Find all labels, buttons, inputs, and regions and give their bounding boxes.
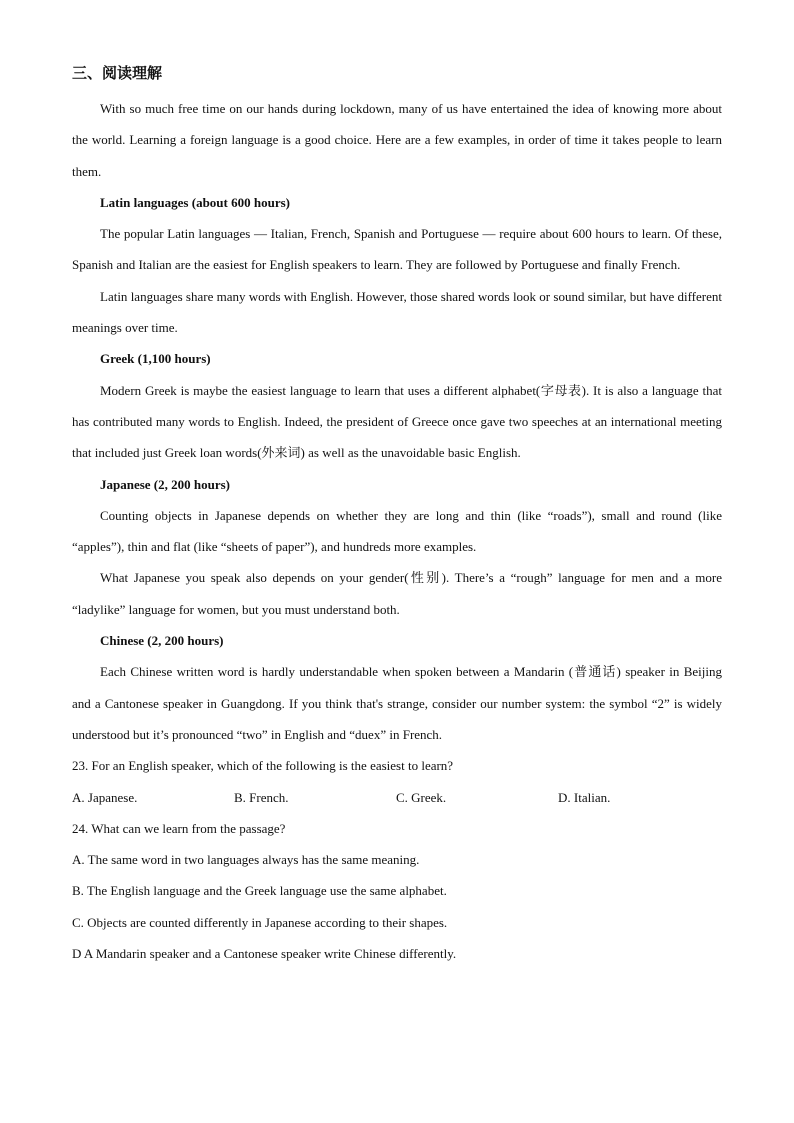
question-24-option-c[interactable]: C. Objects are counted differently in Japanese according to their shapes. (72, 914, 448, 930)
latin-paragraph-2: Latin languages share many words with English. However, those shared words look or sound similar, but have different meanings over time. (72, 288, 722, 336)
greek-heading: Greek (1,100 hours) (100, 351, 211, 367)
section-title: 三、阅读理解 (72, 64, 163, 82)
greek-paragraph-1: Modern Greek is maybe the easiest language to learn that uses a different alphabet(字母表). It is also a language that has contributed many words to English. Indeed, the president of Greece once gave two speeches at an international meeting that included just Greek loan words(外来词) as well as the unavoidable basic English. (72, 382, 722, 461)
latin-heading: Latin languages (about 600 hours) (100, 194, 290, 210)
question-24-option-b[interactable]: B. The English language and the Greek language use the same alphabet. (72, 883, 447, 899)
question-23-option-c[interactable]: C. Greek. (396, 789, 447, 805)
latin-paragraph-1: The popular Latin languages — Italian, French, Spanish and Portuguese — require about 600 hours to learn. Of these, Spanish and Italian are the easiest for English speakers to learn. They are followed by Portuguese and finally French. (72, 226, 722, 273)
question-23-stem: 23. For an English speaker, which of the following is the easiest to learn? (72, 758, 454, 774)
question-24-option-a[interactable]: A. The same word in two languages always has the same meaning. (72, 852, 420, 868)
chinese-paragraph-1: Each Chinese written word is hardly understandable when spoken between a Mandarin (普通话) speaker in Beijing and a Cantonese speaker in Guangdong. If you think that's strange, consider our number system: the symbol “2” is widely understood but it’s pronounced “two” in English and “duex” in French. (72, 664, 722, 742)
question-24-option-d[interactable]: D A Mandarin speaker and a Cantonese speaker write Chinese differently. (72, 946, 457, 962)
question-23-option-a[interactable]: A. Japanese. (72, 789, 138, 805)
chinese-heading: Chinese (2, 200 hours) (100, 633, 224, 649)
japanese-paragraph-2: What Japanese you speak also depends on your gender(性别). There’s a “rough” language for men and a more “ladylike” language for women, but you must understand both. (72, 570, 722, 617)
question-24-stem: 24. What can we learn from the passage? (72, 820, 286, 836)
passage-intro: With so much free time on our hands during lockdown, many of us have entertained the idea of knowing more about the world. Learning a foreign language is a good choice. Here are a few examples, in order of time it takes people to learn them. (72, 101, 722, 179)
question-23-option-b[interactable]: B. French. (234, 789, 289, 805)
japanese-heading: Japanese (2, 200 hours) (100, 476, 231, 492)
document-page (72, 62, 722, 969)
question-23-option-d[interactable]: D. Italian. (558, 789, 611, 805)
japanese-paragraph-1: Counting objects in Japanese depends on whether they are long and thin (like “roads”), small and round (like “apples”), thin and flat (like “sheets of paper”), and hundreds more examples. (72, 507, 722, 555)
question-23-options (72, 782, 722, 813)
